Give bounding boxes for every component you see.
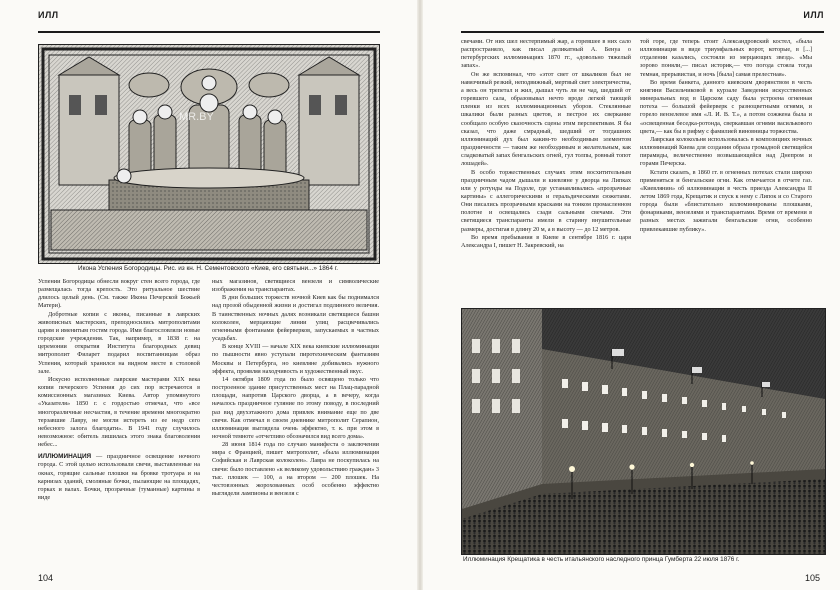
paragraph: Добротные копии с иконы, писанные в лаврских живописных мастерских, преподносились митрополитами царям и именитым гостям города. Ими благословляли новые городские учреждения. Так, например, в 1838 г. на церемонии открытия Института благородных девиц митрополит Филарет подарил воспитанницам образ Успения, который хранился на видном месте в столовой зале.	[38, 310, 200, 375]
paragraph: Он же вспоминал, что «этот свет от шкаликов был не навязчивый резкий, неподвижный, мертвый свет электричества, а весь он трепетал и жил, дышал чуть ли не чад, шедший от горевшего сала, образовывал нечто вроде легкой тающей пленки из всех иллюминационных уборов. Стеклянные шкалики были разных цветов, и пестрое их сверкание сообщало особую сказочность сцены этим перспективам. Я бы сказал, что даже смрадный, шедший от тогдашних иллюминаций дух был каким-то необходимым элементом праздничности — таким же необходимым и желательным, как сладковатый запах бенгальских огней, гул толпы, ровный топот лошадей».	[461, 70, 631, 168]
paragraph: 14 октября 1809 года по было освящено только что построенное здание присутственных мест на Плац-парадной площади, напротив Царского дворца, а в вечеру, когда началось праздничное гуляние по этому поводу, в последний раз вид двухэтажного дома привлек внимание еще по две свечи. Как отмечал в своем дневнике митрополит Серапион, иллюминация выглядела очень эффектно, т. к. при этом в ночной темноте «отчетливо обозначился вид всего дома».	[212, 375, 379, 440]
paragraph: В дни больших торжеств ночной Киев как бы поднимался над прозой обыденной жизни и достигал подлинного величия. В таинственных ночных далях возникали светящиеся башни колоколен, мерцающие линии улиц расцвечивались огненными фонтанами фейерверков, запускаемых в частных усадьбах.	[212, 294, 379, 343]
paragraph: той горе, где теперь стоит Александровский костел, «была иллюминация в виде триумфальных ворот, которые, в [...] отдалении казались, состояли из мерцающих звезд». «Мы зорово поняли,— писал историк,— что погода стояла тогда темная, прерывистая, и ночь [была] самая прелестная».	[640, 38, 812, 78]
paragraph: ИЛЛЮМИНАЦИЯ — праздничное освещение ночного города. С этой целью использовали свечи, выставленные на окнах, горящие сальные плошки на бровке тротуара и на карнизах зданий, смоляные бочки, пылающие на площадях, горках и валах. Бочки, прозрачные (туманные) картины в виде	[38, 453, 200, 502]
left-page	[0, 0, 417, 590]
running-head-left: ИЛЛ	[38, 10, 59, 20]
header-rule-left	[38, 31, 380, 33]
page-number-left: 104	[38, 573, 54, 583]
entry-term: ИЛЛЮМИНАЦИЯ	[38, 453, 92, 461]
paragraph: Лаврская колокольня использовалась в композициях ночных иллюминаций Киева для создания образа громадной светящейся пирамиды, величественно возвышающейся над Днепром и горами Печерска.	[640, 135, 812, 168]
left-column-2	[212, 278, 379, 570]
paragraph: Искусно исполненные лаврские мастерами XIX века копии печерского Успения до сих пор встречаются в комиссионных магазинах Киева. Автор упомянутого «Указателя» 1850 г. с гордостью отмечал, что «все многоразличные несчастия, в течение времени многократно терзавшие Лавру, не могли истереть из ее недр сего небесного залога благодати». В 1941 году случилось невозможное: обитель лишилась этого знака благоволения небес...	[38, 375, 200, 449]
figure-caption-left: Икона Успения Богородицы. Рис. из кн. Н. Сементовского «Киев, его святыни...» 1864 г.	[78, 265, 339, 272]
paragraph: свечами. От них шел нестерпимый жар, а горевшее в них сало распространяло, как писал деликатный А. Бенуа о петербургских иллюминациях 1870 гг., «довольно тяжелый запах».	[461, 38, 631, 70]
paragraph: В особо торжественных случаях этим восхитительным праздничным чадом дышали и киевляне у дворца на Липках или у ротунды на Подоле, где устанавливались «прозрачные картины» с аллегорическими и геральдическими сюжетами. Они писались прозрачными красками на тонком промасленном полотне и освещались сзади сальными свечами. Эти светящиеся транспаранты имели в старину внушительные размеры, достигая в длину 20 м, а в высоту — до 12 метров.	[461, 168, 631, 233]
paragraph: Кстати сказать, в 1860 гг. в огненных потехах стали широко применяться и бенгальские огни. Как отмечается в отчете газ. «Киевлянин» об иллюминации в честь приезда Александра II летом 1869 года, Крещатик и спуск к нему с Липок и со Старого города были «блистательно иллюминированы плошками, фонариками, вензелями и транспарантами. Время от времени в разных местах зажигали бенгальские огни, особенно привлекавшие публику».	[640, 168, 812, 233]
right-column-2	[640, 38, 812, 306]
right-page	[423, 0, 840, 590]
icon-illustration	[38, 44, 380, 264]
image-watermark: MR.BY	[179, 111, 214, 123]
header-rule-right	[461, 31, 824, 33]
entry-illuminatsiya	[38, 453, 200, 502]
paragraph: В конце XVIII — начале XIX века киевские иллюминации по пышности явно уступали пиротехническим фантазиям Москвы и Петербурга, но киевляне добивались нужного эффекта, проявляя находчивость и художественный вкус.	[212, 343, 379, 375]
paragraph: Во время пребывания в Киеве в сентябре 1816 г. царя Александра I, пишет Н. Закревский, на	[461, 233, 631, 249]
right-column-1	[461, 38, 631, 306]
running-head-right: ИЛЛ	[803, 10, 824, 20]
page-number-right: 105	[804, 573, 820, 583]
khreshchatyk-engraving	[461, 308, 826, 555]
figure-caption-right: Иллюминация Крещатика в честь итальянского наследного принца Гумберта 22 июля 1876 г.	[463, 556, 740, 563]
paragraph: 28 июня 1814 года по случаю манифеста о заключении мира с Францией, пишет митрополит, «была иллюминация Софийская и Лаврская колоколен». Лавра не поскупилась на свечи: было поставлено «к великому удовольствию граждан» 3 тыс. плошек — 100, а на втором — 200 плошек. На честовзонных жорохованных особ особенно эффектно выглядели лампионы и вензеля с	[212, 441, 379, 498]
paragraph: ных магазинов, светящиеся вензеля и символические изображения на транспарантах.	[212, 278, 379, 294]
left-column-1	[38, 278, 200, 570]
paragraph: Успении Богородицы обнесли вокруг стен всего города, где размещалась тогда крепость. Это ритуальное шествие длилось целый день. (См. также Икона Печерской Божьей Матери).	[38, 278, 200, 310]
paragraph: Во время банкета, данного киевским дворянством в честь княгини Васильчиковой в курзале Заведения искусственных минеральных вод в Царском саду была устроена огненная потеха — большой фейерверк с разноцветными огнями, и горело вензелевое имя «Л. И. В. Т.», а потом сожжена была и «освещенная беседка-ротонда, сверкавшая огнями василькового цвета,— как бы в рифму с фамилией виновницы торжества.	[640, 78, 812, 135]
